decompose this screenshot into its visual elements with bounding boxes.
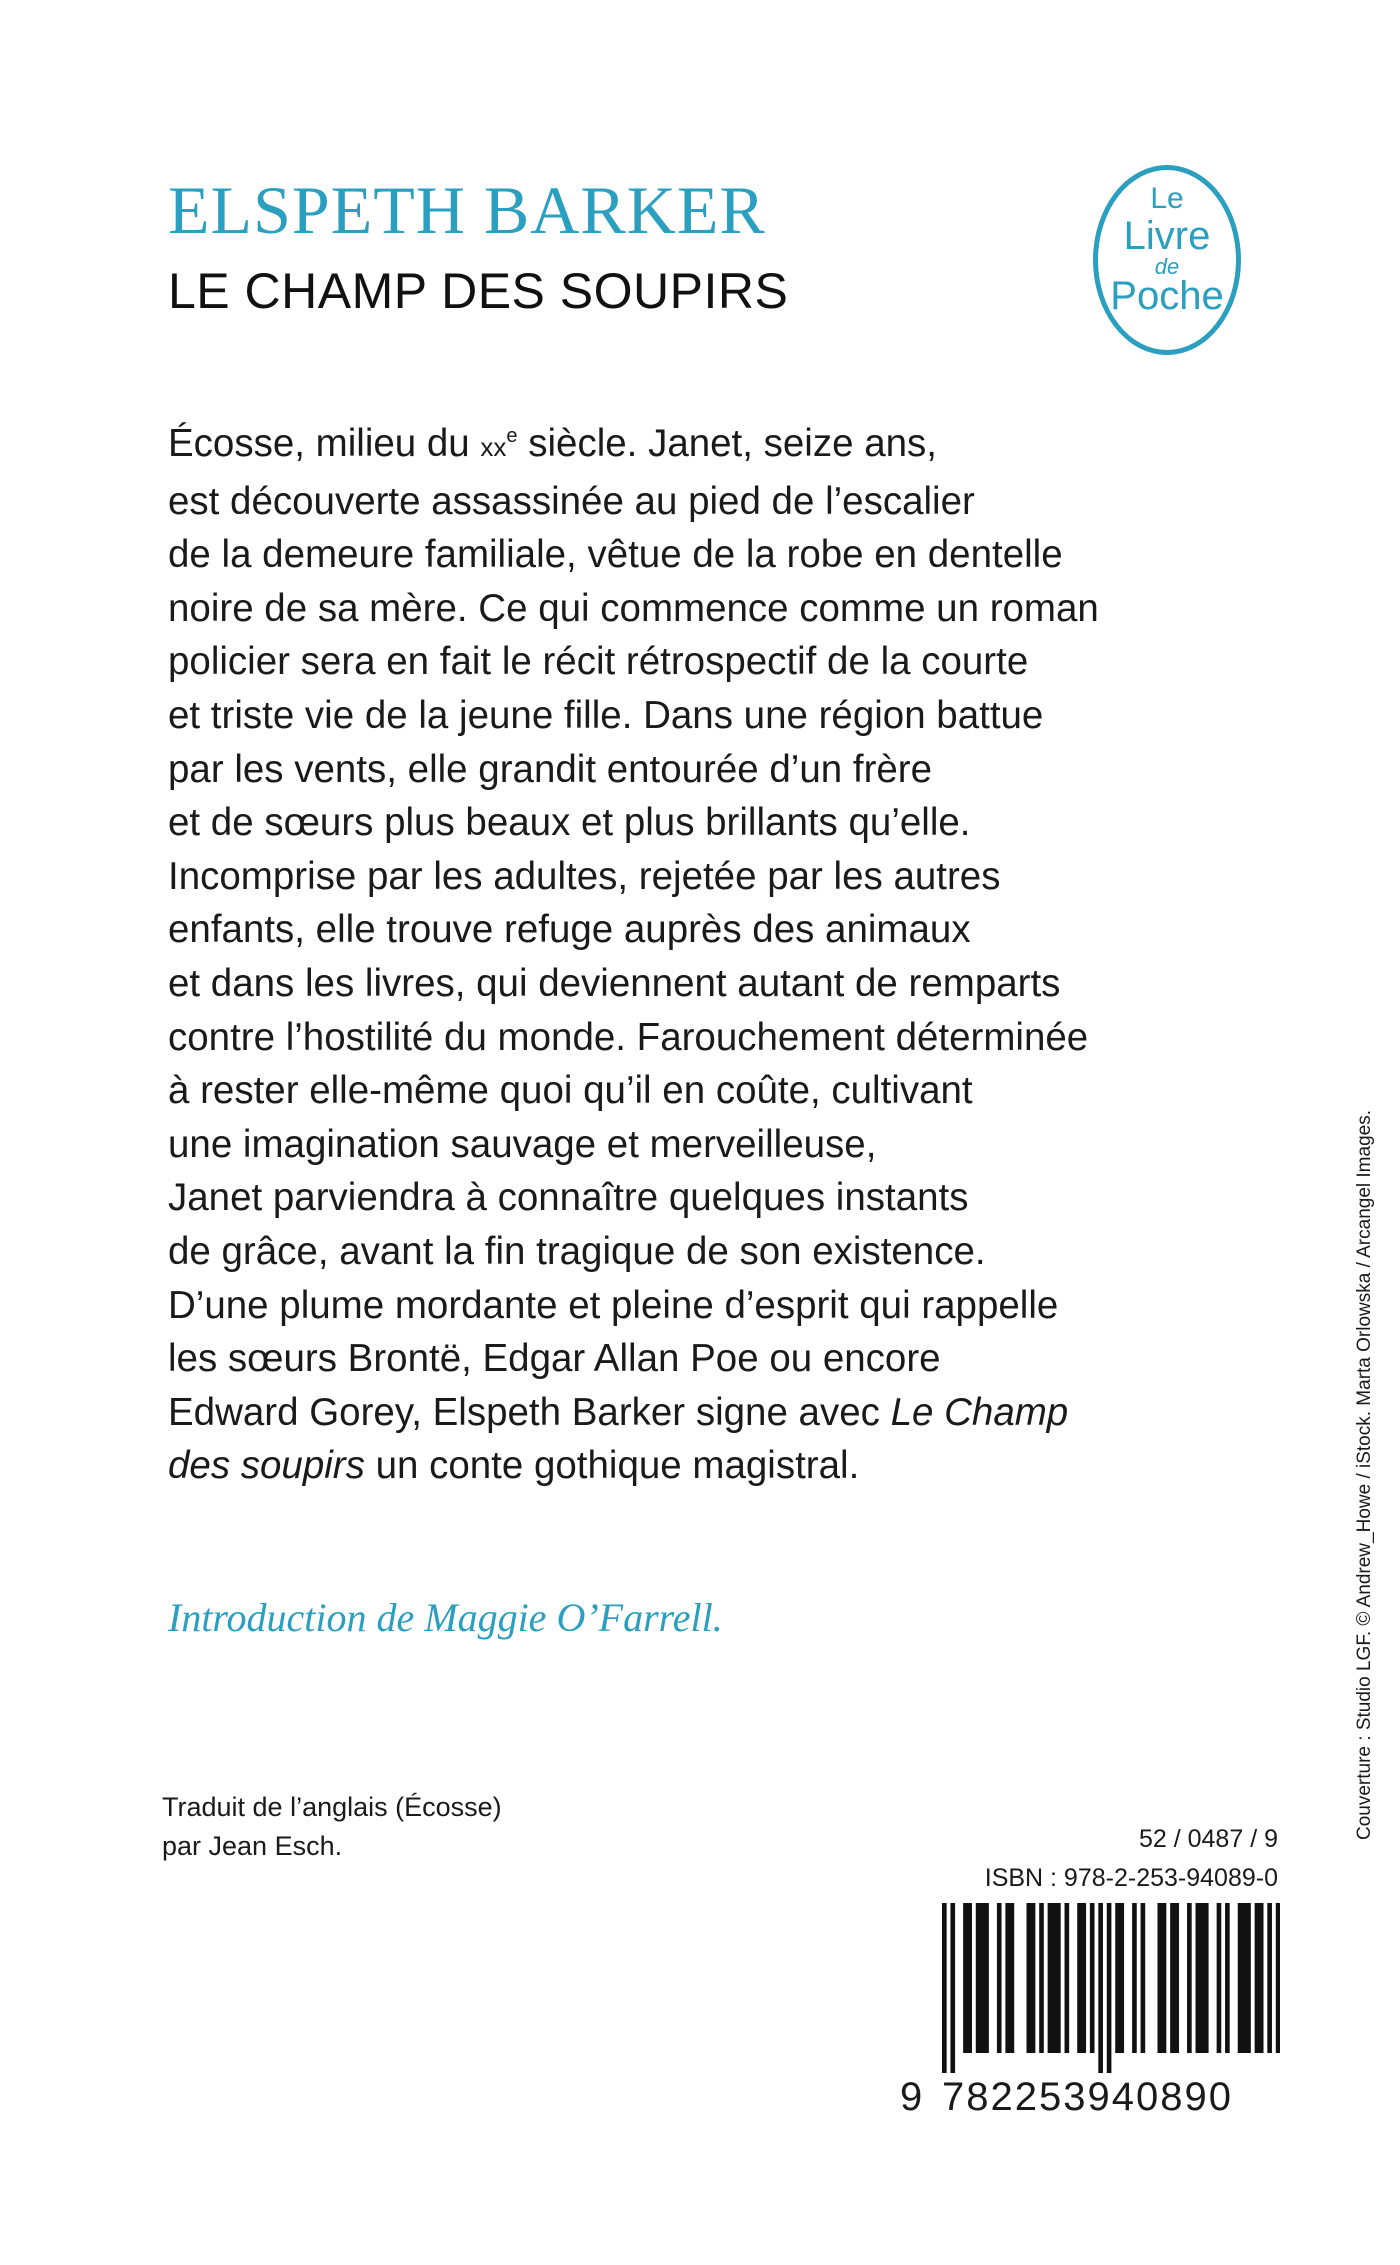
blurb-line: Janet parviendra à connaître quelques instants: [168, 1176, 969, 1220]
blurb-line: de la demeure familiale, vêtue de la robe en dentelle: [168, 533, 1063, 577]
barcode-first-digit: 9: [900, 2075, 925, 2119]
translator-note: [162, 1788, 502, 1866]
blurb-line: une imagination sauvage et merveilleuse,: [168, 1122, 877, 1166]
author-name: ELSPETH BARKER: [168, 172, 766, 248]
blurb-line: à rester elle-même quoi qu’il en coûte, cultivant: [168, 1069, 973, 1113]
blurb-line: policier sera en fait le récit rétrospectif de la courte: [168, 640, 1029, 684]
blurb-line: [168, 1439, 1248, 1493]
book-title: LE CHAMP DES SOUPIRS: [168, 263, 789, 319]
blurb-book-title-italic: Le Champ: [890, 1390, 1069, 1434]
barcode-icon: [900, 1903, 1280, 2073]
blurb-line: [168, 410, 1248, 475]
publisher-code: 52 / 0487 / 9: [1138, 1825, 1278, 1853]
blurb-line: contre l’hostilité du monde. Farouchement déterminée: [168, 1015, 1089, 1059]
barcode-main-digits: 782253940890: [942, 2075, 1233, 2119]
introduction-credit: Introduction de Maggie O’Farrell.: [168, 1595, 723, 1640]
blurb-line: est découverte assassinée au pied de l’escalier: [168, 479, 975, 523]
blurb-line: D’une plume mordante et pleine d’esprit qui rappelle: [168, 1283, 1059, 1327]
blurb-line: Incomprise par les adultes, rejetée par les autres: [168, 854, 1001, 898]
blurb-line: par les vents, elle grandit entourée d’un frère: [168, 747, 933, 791]
cover-credits-text: Couverture : Studio LGF. © Andrew_Howe / iStock. Marta Orlowska / Arcangel Images.: [1354, 1110, 1375, 1840]
blurb-text: Écosse, milieu du: [168, 422, 481, 465]
blurb: [168, 410, 1248, 1493]
barcode-bars: [900, 1903, 1280, 2073]
blurb-line: noire de sa mère. Ce qui commence comme un roman: [168, 586, 1099, 630]
barcode-digits: [900, 2077, 1280, 2117]
logo-line-poche: Poche: [1110, 274, 1224, 318]
blurb-text: Edward Gorey, Elspeth Barker signe avec: [168, 1390, 891, 1434]
blurb-line: [168, 1386, 1248, 1440]
le-livre-de-poche-logo: [1093, 165, 1241, 355]
blurb-text: siècle. Janet, seize ans,: [517, 422, 937, 465]
blurb-line: les sœurs Brontë, Edgar Allan Poe ou encore: [168, 1337, 941, 1381]
blurb-line: et dans les livres, qui deviennent autant de remparts: [168, 961, 1061, 1005]
blurb-line: et triste vie de la jeune fille. Dans une région battue: [168, 693, 1044, 737]
blurb-line: de grâce, avant la fin tragique de son existence.: [168, 1229, 986, 1273]
logo-line-le: Le: [1150, 182, 1184, 215]
isbn-number: ISBN : 978-2-253-94089-0: [984, 1864, 1278, 1892]
translator-line: Traduit de l’anglais (Écosse): [162, 1792, 502, 1822]
blurb-century: xx: [480, 432, 507, 462]
blurb-line: et de sœurs plus beaux et plus brillants qu’elle.: [168, 801, 971, 845]
blurb-century-sup: e: [506, 425, 518, 447]
blurb-text: un conte gothique magistral.: [364, 1444, 860, 1488]
logo-line-livre: Livre: [1123, 214, 1211, 258]
blurb-line: enfants, elle trouve refuge auprès des animaux: [168, 908, 971, 952]
translator-line: par Jean Esch.: [162, 1831, 343, 1861]
logo-line-de: de: [1154, 254, 1180, 279]
blurb-book-title-italic: des soupirs: [168, 1444, 365, 1488]
